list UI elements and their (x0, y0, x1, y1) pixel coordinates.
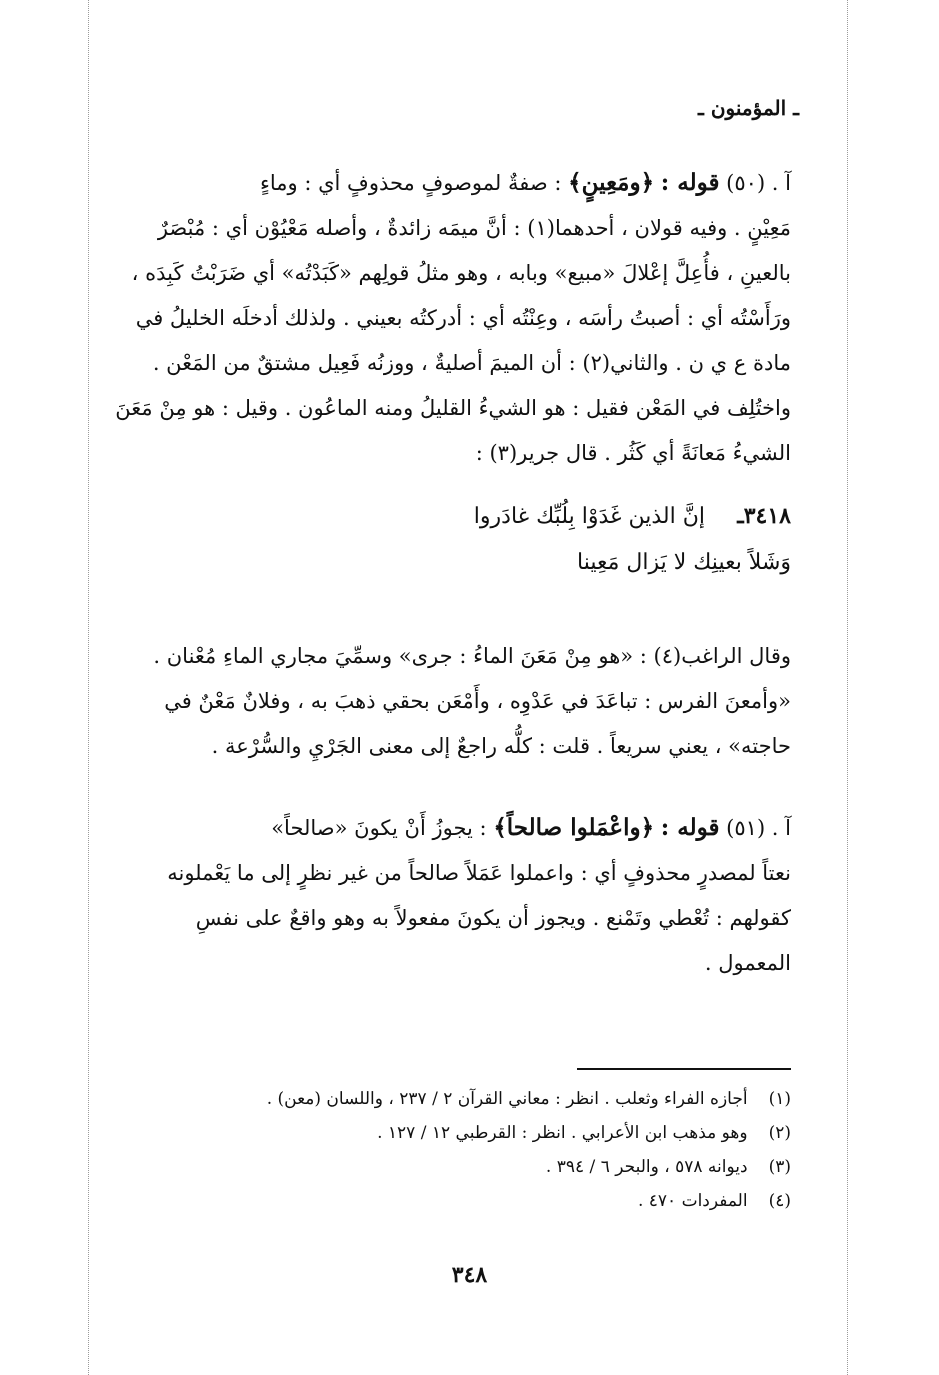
qawluhu-label: قوله : (660, 814, 720, 841)
footnote (101, 1184, 791, 1218)
verse-number: ٣٤١٨ـ (737, 503, 791, 529)
text-line: حاجته» ، يعني سريعاً . قلت : كلُّه راجعٌ إلى معنى الجَرْيِ والسُّرْعة . (211, 734, 791, 758)
footnote (101, 1082, 791, 1116)
footnote-text: ديوانه ٥٧٨ ، والبحر ٦ / ٣٩٤ . (545, 1157, 748, 1177)
text-line: كقولهم : تُعْطي وتَمْنع . ويجوز أن يكونَ مفعولاً به وهو واقعٌ على نفسِ (195, 906, 791, 930)
text-line: : صفةٌ لموصوفٍ محذوفٍ أي : وماءٍ (260, 171, 562, 195)
text-line: واختُلِف في المَعْن فقيل : هو الشيءُ القليلُ ومنه الماعُون . وقيل : هو مِنْ مَعَنَ (115, 396, 791, 420)
text-line: ورَأَسْتُه أي : أصبتُ رأسَه ، وعِنْتُه أي : أدركتُه بعيني . ولذلك أدخلَه الخليلُ في (135, 306, 791, 330)
text-line: مَعِيْنٍ . وفيه قولان ، أحدهما(١) : أنَّ ميمَه زائدةٌ ، وأصله مَعْيُوْن أي : مُبْصَرٌ (157, 216, 791, 240)
page-margin-line-right (847, 0, 848, 1375)
qawluhu-label: قوله : (660, 169, 720, 196)
footnote-text: المفردات ٤٧٠ . (637, 1191, 748, 1211)
page-margin-line-left (88, 0, 89, 1375)
text-line: وقال الراغب(٤) : «هو مِنْ مَعَنَ الماءُ : جرى» وسمِّيَ مجاري الماءِ مُعْنان . (153, 644, 791, 668)
hemistich-first: إنَّ الذين غَدَوْا بِلُبِّك غادَروا (473, 504, 705, 529)
entry-50-line-1 (101, 160, 791, 206)
entry-51-line-1 (101, 805, 791, 851)
quran-quote: ﴿ومَعِينٍ﴾ (568, 169, 655, 196)
hemistich-second: وَشَلاً بعينِك لا يَزال مَعِينا (577, 550, 791, 575)
main-text (101, 160, 791, 986)
ayah-number: آ . (٥٠) (726, 171, 791, 195)
footnote-number: (٤) (768, 1191, 791, 1211)
ayah-number: آ . (٥١) (726, 816, 791, 840)
text-line: بالعينِ ، فأُعِلَّ إعْلالَ «مبيع» وبابه ، وهو مثلُ قولِهم «كَبَدْتُه» أي ضَرَبْتُ كَبِدَه ، (131, 261, 791, 285)
text-line: مادة ع ي ن . والثاني(٢) : أن الميمَ أصليةٌ ، ووزنُه فَعِيل مشتقٌ من المَعْن . (152, 351, 791, 375)
text-line: المعمول . (704, 951, 791, 975)
footnote-separator (577, 1068, 791, 1070)
text-line: الشيءُ مَعانَةً أي كَثُر . قال جرير(٣) : (475, 441, 791, 465)
text-line: : يجوزُ أَنْ يكونَ «صالحاً» (271, 816, 487, 840)
footnote (101, 1116, 791, 1150)
footnote-number: (٣) (768, 1157, 791, 1177)
footnote-text: وهو مذهب ابن الأعرابي . انظر : القرطبي ١٢ / ١٢٧ . (377, 1123, 748, 1143)
page-number: ٣٤٨ (451, 1262, 488, 1288)
footnote (101, 1150, 791, 1184)
footnotes (101, 1082, 791, 1218)
footnote-text: أجازه الفراء وثعلب . انظر : معاني القرآن ٢ / ٢٣٧ ، واللسان (معن) . (266, 1089, 748, 1109)
text-line: نعتاً لمصدرٍ محذوفٍ أي : واعملوا عَمَلاً صالحاً من غير نظرٍ إلى ما يَعْملونه (167, 861, 791, 885)
quran-quote: ﴿واعْمَلوا صالحاً﴾ (493, 814, 655, 841)
footnote-number: (١) (768, 1089, 791, 1109)
running-head: ـ المؤمنون ـ (698, 96, 799, 120)
text-line: «وأمعنَ الفرس : تباعَدَ في عَدْوِه ، وأَمْعَن بحقي ذهبَ به ، وفلانٌ مَعْنٌ في (164, 689, 791, 713)
poem-verse (101, 494, 791, 594)
footnote-number: (٢) (768, 1123, 791, 1143)
